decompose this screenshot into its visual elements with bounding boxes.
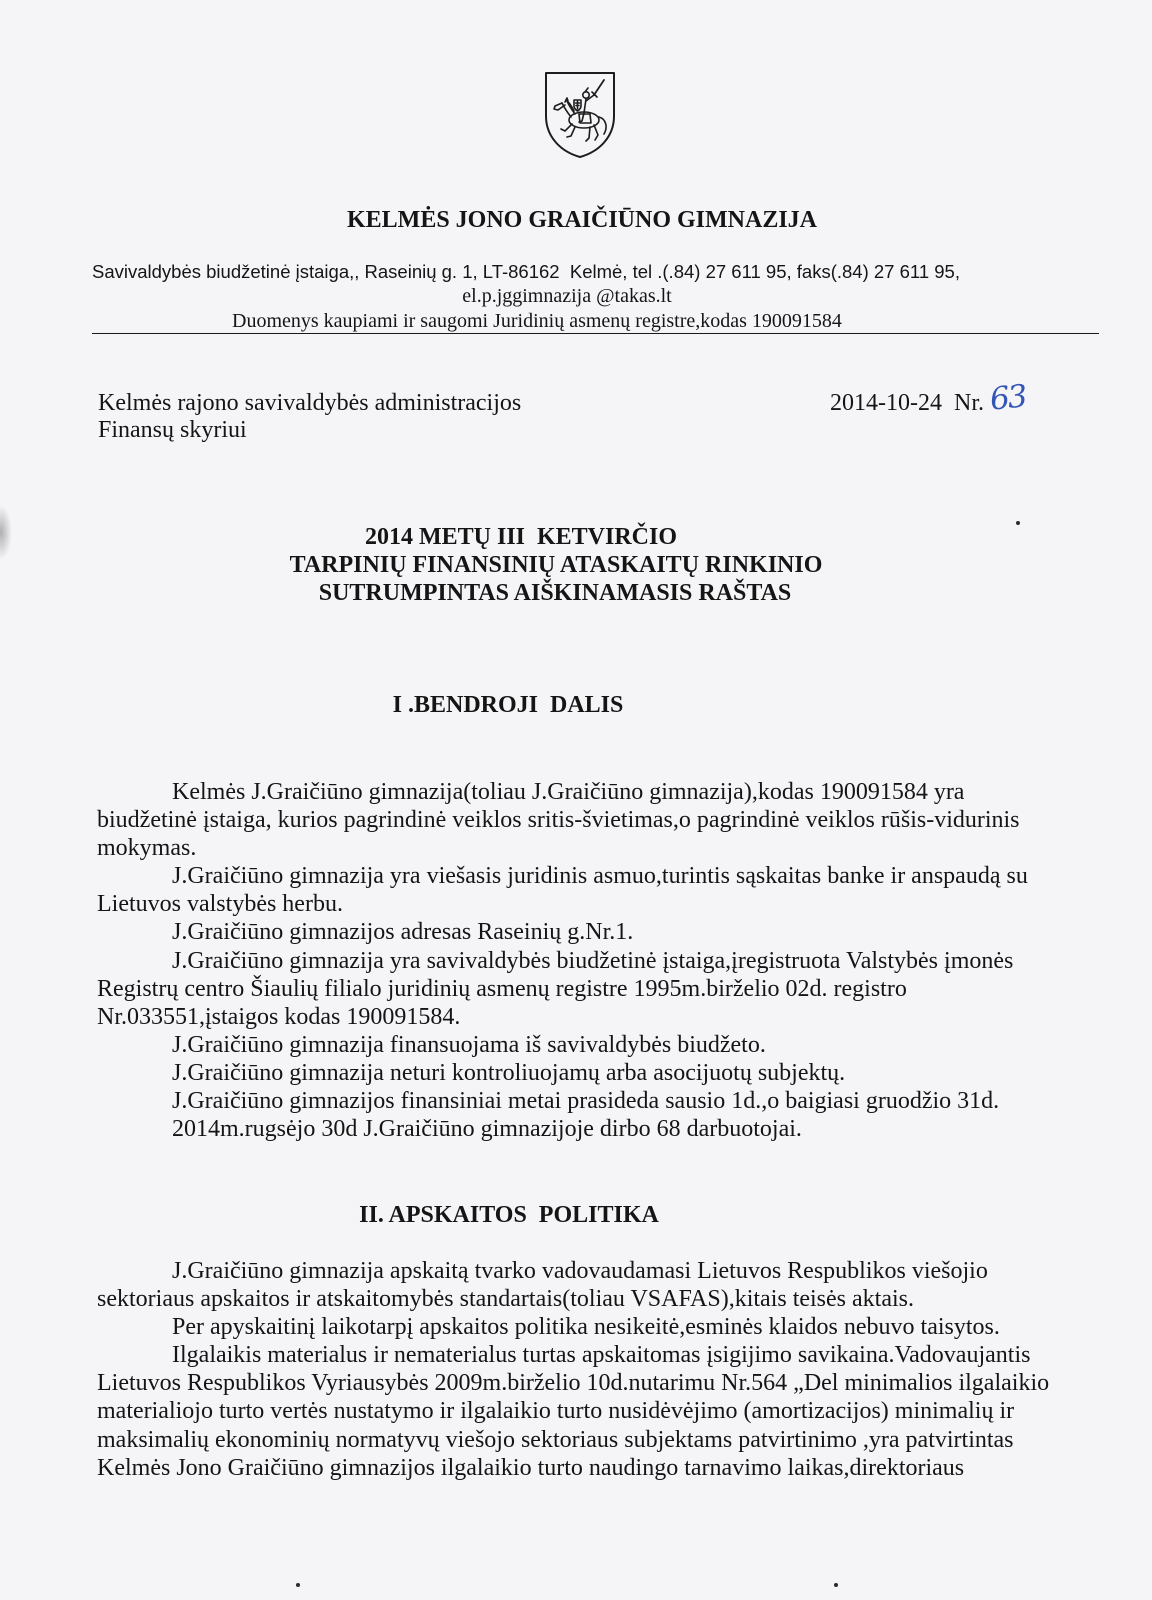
scan-speck bbox=[296, 1583, 300, 1587]
body-line: J.Graičiūno gimnazija yra viešasis juridinis asmuo,turintis sąskaitas banke ir anspaudą su bbox=[172, 863, 1028, 890]
handwritten-reference-number: 63 bbox=[988, 378, 1028, 418]
body-line: Kelmės J.Graičiūno gimnazija(toliau J.Graičiūno gimnazija),kodas 190091584 yra bbox=[172, 779, 965, 805]
body-line: materialiojo turto vertės nustatymo ir ilgalaikio turto nusidėvėjimo (amortizacijos) minimalių ir bbox=[97, 1398, 1015, 1425]
section-accounting-policy-body bbox=[97, 1257, 1049, 1482]
body-line: Lietuvos Respublikos Vyriausybės 2009m.birželio 10d.nutarimu Nr.564 „Del minimalios ilgalaikio bbox=[97, 1370, 1050, 1397]
address-line: Savivaldybės biudžetinė įstaiga,, Raseinių g. 1, LT-86162 Kelmė, tel .(.84) 27 611 95, faks(.84) 27 611 95, bbox=[92, 261, 960, 282]
reference-number-label: Nr. bbox=[953, 390, 984, 416]
body-line: Kelmės Jono Graičiūno gimnazijos ilgalaikio turto naudingo tarnavimo laikas,direktoriaus bbox=[97, 1454, 965, 1481]
section-general-body bbox=[97, 778, 1028, 1143]
reference-date: 2014-10-24 bbox=[830, 390, 942, 416]
registry-line: Duomenys kaupiami ir saugomi Juridinių asmenų registre,kodas 190091584 bbox=[232, 310, 842, 332]
document-title-line: TARPINIŲ FINANSINIŲ ATASKAITŲ RINKINIO bbox=[289, 552, 823, 578]
body-line: Nr.033551,įstaigos kodas 190091584. bbox=[97, 1003, 461, 1030]
document-title-line: 2014 METŲ III KETVIRČIO bbox=[364, 524, 678, 550]
body-line: mokymas. bbox=[97, 835, 197, 862]
body-line: J.Graičiūno gimnazijos finansiniai metai prasideda sausio 1d.,o baigiasi gruodžio 31d. bbox=[172, 1088, 1000, 1115]
body-line: biudžetinė įstaiga, kurios pagrindinė veiklos sritis-švietimas,o pagrindinė veiklos rūšis-vidurinis bbox=[97, 807, 1020, 834]
recipient-line-1: Kelmės rajono savivaldybės administracijos bbox=[98, 390, 522, 416]
section-heading-accounting-policy: II. APSKAITOS POLITIKA bbox=[359, 1202, 659, 1228]
body-line: Lietuvos valstybės herbu. bbox=[97, 891, 343, 918]
body-line: Per apyskaitinį laikotarpį apskaitos politika nesikeitė,esminės klaidos nebuvo taisytos. bbox=[172, 1314, 1000, 1341]
body-line: J.Graičiūno gimnazijos adresas Raseinių g.Nr.1. bbox=[172, 919, 634, 946]
body-line: J.Graičiūno gimnazija finansuojama iš savivaldybės biudžeto. bbox=[172, 1031, 766, 1058]
header-divider bbox=[92, 333, 1099, 334]
body-line: J.Graičiūno gimnazija apskaitą tvarko vadovaudamasi Lietuvos Respublikos viešojio bbox=[172, 1258, 988, 1284]
scan-speck bbox=[834, 1583, 838, 1587]
recipient-line-2: Finansų skyriui bbox=[98, 417, 247, 443]
body-line: Ilgalaikis materialus ir nematerialus turtas apskaitomas įsigijimo savikaina.Vadovaujantis bbox=[172, 1342, 1031, 1369]
scan-edge-shadow bbox=[0, 505, 12, 560]
body-line: Registrų centro Šiaulių filialo juridinių asmenų registre 1995m.birželio 02d. registro bbox=[97, 975, 907, 1002]
body-line: maksimalių ekonominių normatyvų viešojo sektoriaus subjektams patvirtinimo ,yra patvirtintas bbox=[97, 1426, 1014, 1453]
document-title-line: SUTRUMPINTAS AIŠKINAMASIS RAŠTAS bbox=[318, 580, 792, 606]
body-line: 2014m.rugsėjo 30d J.Graičiūno gimnazijoje dirbo 68 darbuotojai. bbox=[172, 1116, 802, 1143]
vytis-coat-of-arms-icon bbox=[543, 70, 617, 160]
body-line: sektoriaus apskaitos ir atskaitomybės standartais(toliau VSAFAS),kitais teisės aktais. bbox=[97, 1286, 914, 1313]
email-line: el.p.jggimnazija @takas.lt bbox=[462, 285, 672, 307]
body-line: J.Graičiūno gimnazija yra savivaldybės biudžetinė įstaiga,įregistruota Valstybės įmonės bbox=[172, 947, 1014, 974]
section-heading-general: I .BENDROJI DALIS bbox=[392, 692, 624, 718]
body-line: J.Graičiūno gimnazija neturi kontroliuojamų arba asocijuotų subjektų. bbox=[172, 1059, 846, 1086]
scan-speck bbox=[1016, 521, 1020, 525]
reference-date-block bbox=[830, 389, 984, 417]
institution-name: KELMĖS JONO GRAIČIŪNO GIMNAZIJA bbox=[346, 207, 818, 233]
